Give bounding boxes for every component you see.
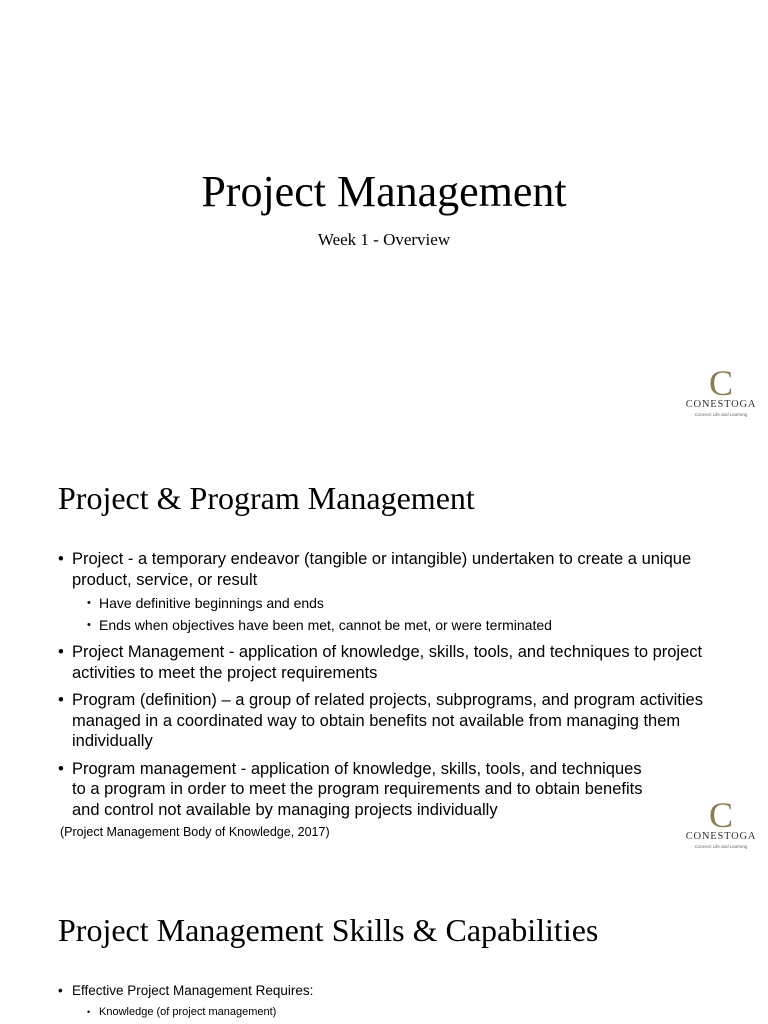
slide-project-program [0,432,768,864]
slide-heading: Project Management Skills & Capabilities [58,912,599,948]
conestoga-logo [679,365,763,425]
sub-bullet-item: • Ends when objectives have been met, cannot be met, or were terminated [72,615,708,635]
bullet-item [58,982,708,1021]
bullet-list [58,982,708,1024]
logo-tagline: Connect Life and Learning [694,412,748,417]
logo-name: CONESTOGA [685,399,757,410]
slide-title [0,0,768,432]
bullet-item [58,759,708,821]
bullet-list [58,549,708,827]
slide-title-heading: Project Management [201,167,567,216]
bullet-item [58,549,708,635]
bullet-text-line: • Program management - application of knowledge, skills, tools, and techniques [72,759,642,778]
bullet-item [58,642,708,683]
svg-text:C: C [708,365,734,399]
slide-heading: Project & Program Management [58,480,475,516]
conestoga-logo [679,797,763,857]
bullet-text-line: to a program in order to meet the program requirements and to obtain benefits [72,780,643,798]
slide-subtitle: Week 1 - Overview [317,230,451,249]
slide-skills-capabilities [0,864,768,1024]
bullet-item [58,690,708,752]
logo-tagline: Connect Life and Learning [694,844,748,849]
bullet-text: Effective Project Management Requires: [72,983,314,998]
citation: (Project Management Body of Knowledge, 2017) [60,825,330,839]
bullet-text: Project Management - application of knowledge, skills, tools, and techniques to project activities to meet the project requirements [72,643,703,682]
sub-bullet-list [72,593,708,635]
bullet-text-line: and control not available by managing projects individually [72,800,498,819]
bullet-text: Program (definition) – a group of related projects, subprograms, and program activities managed in a coordinated way to obtain benefits not available from managing them individually [72,691,703,750]
sub-bullet-item: • Have definitive beginnings and ends [72,593,708,613]
bullet-text: Project - a temporary endeavor (tangible or intangible) undertaken to create a unique product, service, or result [72,550,692,589]
conestoga-c-icon [679,797,763,831]
sub-bullet-item: • Knowledge (of project management) [72,1003,708,1021]
sub-bullet-list [72,1003,708,1021]
conestoga-c-icon [679,365,763,399]
logo-name: CONESTOGA [685,831,757,842]
svg-text:C: C [708,797,734,831]
